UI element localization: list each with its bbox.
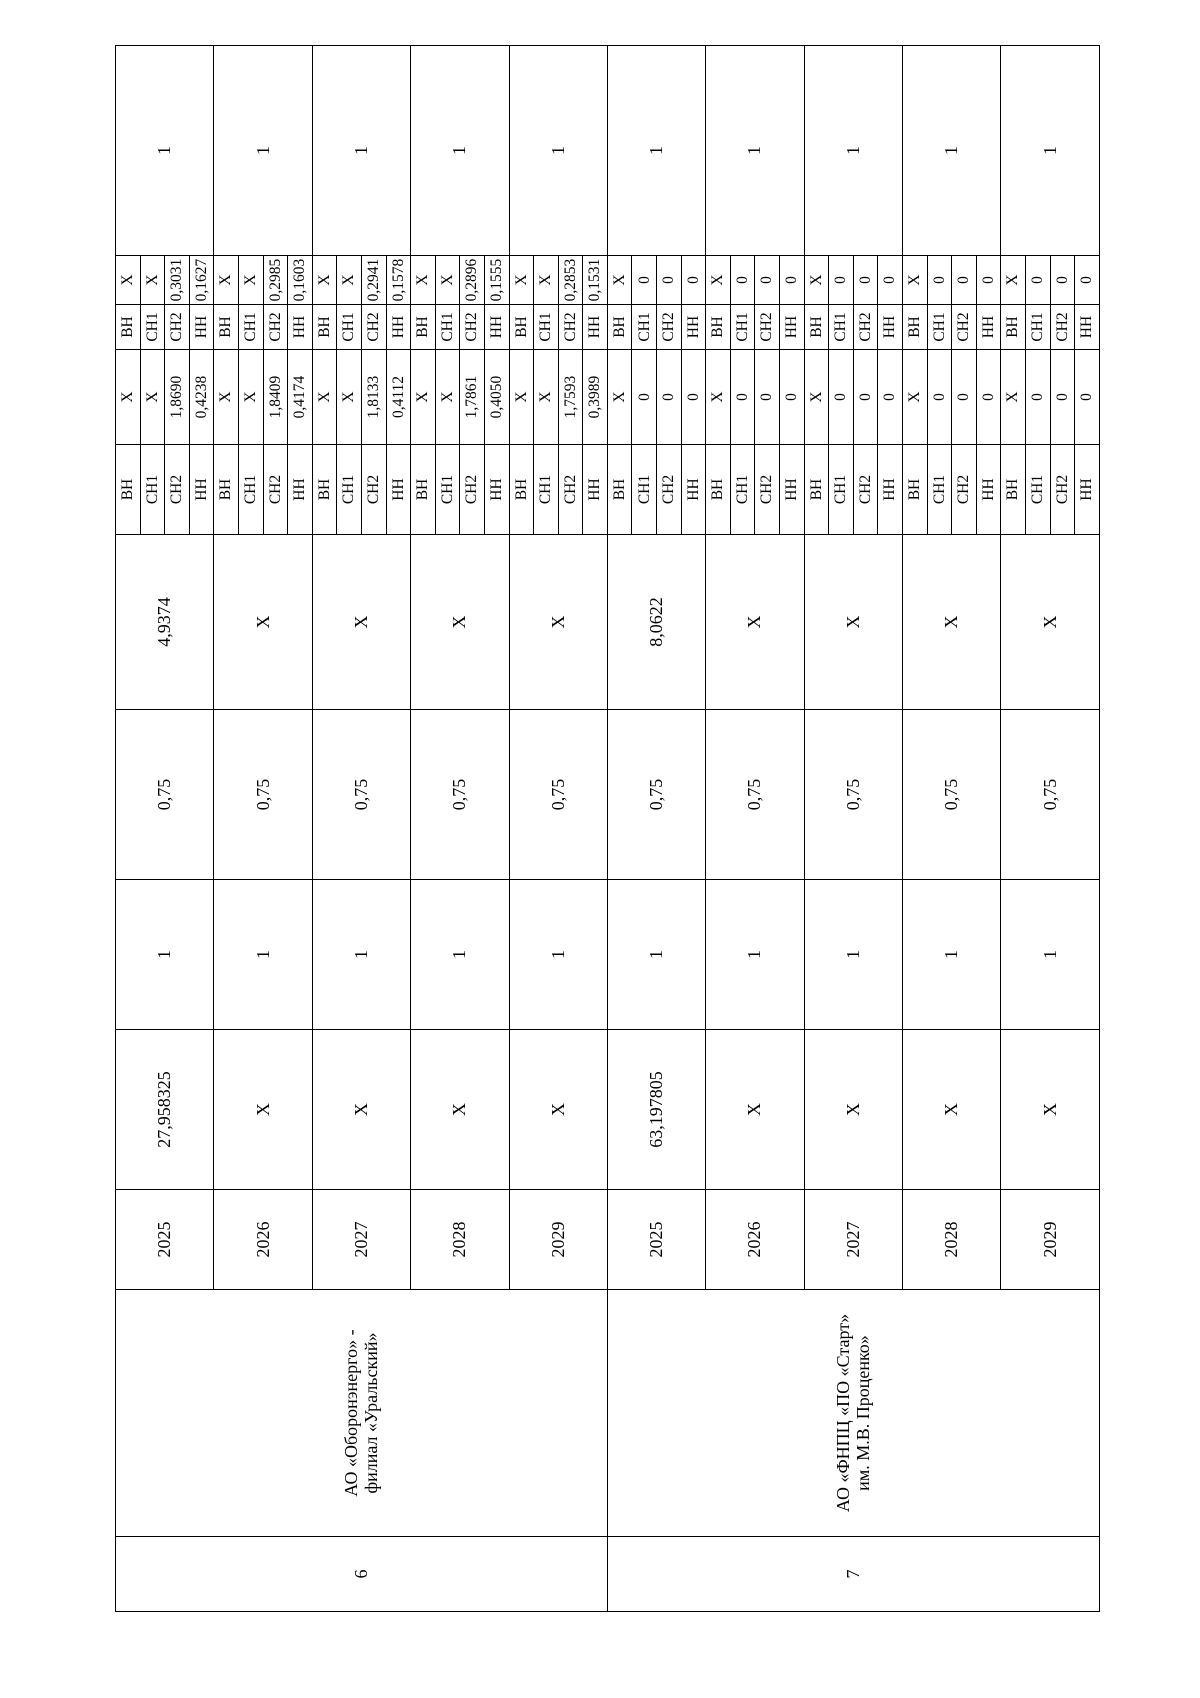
voltage-label: ВН (706, 445, 731, 535)
voltage-label: НН (1075, 305, 1100, 350)
voltage-value: X (214, 350, 239, 445)
voltage-label: НН (976, 305, 1001, 350)
voltage-label: СН1 (730, 305, 755, 350)
voltage-label: СН2 (460, 305, 485, 350)
voltage-label: СН2 (165, 445, 190, 535)
value-cell: X (1001, 1030, 1099, 1190)
voltage-value: 0,1531 (583, 256, 608, 305)
voltage-value: X (238, 256, 263, 305)
voltage-label: СН2 (952, 445, 977, 535)
voltage-label: ВН (116, 305, 141, 350)
voltage-value: 0 (780, 256, 805, 305)
voltage-value: 0 (657, 256, 682, 305)
voltage-label: НН (288, 305, 313, 350)
voltage-label: СН2 (657, 445, 682, 535)
voltage-label: НН (189, 445, 214, 535)
voltage-value: 0 (927, 350, 952, 445)
value-cell: 0,75 (706, 710, 804, 880)
voltage-value: 0 (829, 350, 854, 445)
voltage-label: НН (878, 305, 903, 350)
value-cell: 1 (607, 46, 705, 256)
voltage-label: НН (681, 305, 706, 350)
voltage-value: X (804, 350, 829, 445)
value-cell: 1 (411, 880, 509, 1030)
voltage-label: СН2 (263, 305, 288, 350)
value-cell: X (509, 535, 607, 710)
voltage-value: 0 (730, 350, 755, 445)
table-row (607, 46, 632, 1612)
value-cell: 1 (312, 880, 410, 1030)
voltage-value: X (435, 350, 460, 445)
value-cell: 1 (607, 880, 705, 1030)
voltage-value: 0,4050 (484, 350, 509, 445)
voltage-value: 0 (1025, 350, 1050, 445)
value-cell: X (509, 1030, 607, 1190)
voltage-value: 0,2853 (558, 256, 583, 305)
voltage-value: X (140, 256, 165, 305)
voltage-value: 0 (976, 350, 1001, 445)
voltage-label: ВН (411, 445, 436, 535)
voltage-label: ВН (903, 305, 928, 350)
year-cell: 2026 (214, 1190, 312, 1290)
value-cell: 1 (116, 46, 214, 256)
voltage-label: СН1 (534, 305, 559, 350)
voltage-label: СН2 (853, 305, 878, 350)
value-cell: 1 (1001, 46, 1099, 256)
value-cell: 0,75 (607, 710, 705, 880)
voltage-value: 0 (952, 350, 977, 445)
voltage-value: 0 (780, 350, 805, 445)
value-cell: 0,75 (1001, 710, 1099, 880)
voltage-label: ВН (903, 445, 928, 535)
voltage-value: 0 (1050, 256, 1075, 305)
value-cell: 1 (903, 880, 1001, 1030)
voltage-label: СН1 (534, 445, 559, 535)
value-cell: X (214, 1030, 312, 1190)
organization-name: АО «Оборонэнерго» - филиал «Уральский» (116, 1290, 608, 1537)
voltage-value: X (607, 256, 632, 305)
voltage-value: 0,3031 (165, 256, 190, 305)
voltage-value: 0,1578 (386, 256, 411, 305)
value-cell: 1 (706, 880, 804, 1030)
value-cell: 8,0622 (607, 535, 705, 710)
voltage-value: X (411, 256, 436, 305)
voltage-value: 0,4112 (386, 350, 411, 445)
voltage-label: СН1 (829, 305, 854, 350)
voltage-label: СН1 (1025, 305, 1050, 350)
voltage-value: 0 (1050, 350, 1075, 445)
voltage-label: НН (780, 305, 805, 350)
voltage-label: СН1 (632, 445, 657, 535)
voltage-label: ВН (509, 445, 534, 535)
voltage-value: X (534, 256, 559, 305)
value-cell: 1 (804, 46, 902, 256)
voltage-value: X (312, 350, 337, 445)
voltage-label: ВН (706, 305, 731, 350)
voltage-value: 0 (632, 350, 657, 445)
voltage-value: 0,2985 (263, 256, 288, 305)
voltage-label: НН (484, 305, 509, 350)
value-cell: X (804, 535, 902, 710)
voltage-value: 0 (1075, 350, 1100, 445)
voltage-value: 1,8409 (263, 350, 288, 445)
year-cell: 2029 (509, 1190, 607, 1290)
value-cell: 1 (214, 46, 312, 256)
value-cell: 0,75 (411, 710, 509, 880)
year-cell: 2026 (706, 1190, 804, 1290)
voltage-value: X (1001, 256, 1026, 305)
voltage-label: НН (386, 305, 411, 350)
voltage-label: НН (386, 445, 411, 535)
voltage-value: X (140, 350, 165, 445)
value-cell: 1 (509, 880, 607, 1030)
voltage-value: X (337, 256, 362, 305)
voltage-label: СН2 (1050, 445, 1075, 535)
value-cell: 0,75 (312, 710, 410, 880)
voltage-label: ВН (116, 445, 141, 535)
voltage-label: СН1 (927, 445, 952, 535)
value-cell: 1 (214, 880, 312, 1030)
voltage-label: СН1 (730, 445, 755, 535)
voltage-value: 0,1603 (288, 256, 313, 305)
voltage-value: 0 (878, 350, 903, 445)
voltage-label: НН (681, 445, 706, 535)
value-cell: 4,9374 (116, 535, 214, 710)
organization-name: АО «ФНПЦ «ПО «Старт» им. М.В. Проценко» (607, 1290, 1099, 1537)
value-cell: X (312, 535, 410, 710)
value-cell: 1 (509, 46, 607, 256)
voltage-value: X (337, 350, 362, 445)
voltage-value: 1,7861 (460, 350, 485, 445)
voltage-label: СН1 (238, 305, 263, 350)
voltage-label: СН1 (829, 445, 854, 535)
voltage-value: 0,1555 (484, 256, 509, 305)
value-cell: X (214, 535, 312, 710)
voltage-label: СН2 (361, 445, 386, 535)
value-cell: X (411, 535, 509, 710)
voltage-label: ВН (312, 305, 337, 350)
voltage-label: НН (878, 445, 903, 535)
voltage-label: НН (1075, 445, 1100, 535)
voltage-value: X (509, 256, 534, 305)
voltage-value: 0 (681, 256, 706, 305)
value-cell: 1 (116, 880, 214, 1030)
voltage-value: 0 (657, 350, 682, 445)
voltage-value: X (116, 256, 141, 305)
voltage-value: 0 (853, 256, 878, 305)
value-cell: X (903, 535, 1001, 710)
voltage-label: СН2 (952, 305, 977, 350)
voltage-value: X (706, 256, 731, 305)
voltage-value: X (607, 350, 632, 445)
voltage-label: ВН (1001, 445, 1026, 535)
voltage-label: ВН (607, 445, 632, 535)
voltage-label: СН1 (140, 305, 165, 350)
voltage-value: 0 (829, 256, 854, 305)
voltage-label: НН (484, 445, 509, 535)
voltage-value: 0 (681, 350, 706, 445)
voltage-label: СН2 (263, 445, 288, 535)
value-cell: 1 (411, 46, 509, 256)
value-cell: X (706, 535, 804, 710)
voltage-label: НН (976, 445, 1001, 535)
voltage-label: ВН (607, 305, 632, 350)
voltage-label: СН2 (460, 445, 485, 535)
voltage-value: X (435, 256, 460, 305)
value-cell: 1 (804, 880, 902, 1030)
voltage-value: 0,3989 (583, 350, 608, 445)
value-cell: 63,197805 (607, 1030, 705, 1190)
voltage-value: 1,7593 (558, 350, 583, 445)
year-cell: 2027 (312, 1190, 410, 1290)
voltage-value: 0 (1075, 256, 1100, 305)
voltage-value: 0 (730, 256, 755, 305)
voltage-label: ВН (509, 305, 534, 350)
voltage-label: ВН (411, 305, 436, 350)
voltage-value: X (116, 350, 141, 445)
voltage-label: ВН (804, 305, 829, 350)
voltage-value: 1,8133 (361, 350, 386, 445)
table-row (116, 46, 141, 1612)
voltage-label: СН1 (1025, 445, 1050, 535)
voltage-label: СН2 (558, 445, 583, 535)
voltage-label: СН2 (755, 305, 780, 350)
voltage-label: ВН (214, 305, 239, 350)
value-cell: X (1001, 535, 1099, 710)
voltage-value: 0,2896 (460, 256, 485, 305)
year-cell: 2025 (116, 1190, 214, 1290)
voltage-label: СН1 (140, 445, 165, 535)
year-cell: 2028 (411, 1190, 509, 1290)
voltage-label: СН1 (632, 305, 657, 350)
voltage-label: СН1 (435, 305, 460, 350)
group-number: 7 (607, 1537, 1099, 1612)
value-cell: X (312, 1030, 410, 1190)
voltage-value: X (903, 350, 928, 445)
voltage-value: 0,2941 (361, 256, 386, 305)
rotated-table-wrapper (115, 46, 1099, 1612)
group-number: 6 (116, 1537, 608, 1612)
voltage-value: 0 (632, 256, 657, 305)
voltage-value: 0 (755, 256, 780, 305)
table-body (116, 46, 1100, 1612)
voltage-value: X (214, 256, 239, 305)
value-cell: 1 (706, 46, 804, 256)
value-cell: 0,75 (903, 710, 1001, 880)
year-cell: 2029 (1001, 1190, 1099, 1290)
voltage-value: 0 (927, 256, 952, 305)
voltage-value: X (804, 256, 829, 305)
voltage-value: 0,1627 (189, 256, 214, 305)
voltage-label: СН2 (558, 305, 583, 350)
voltage-label: СН2 (165, 305, 190, 350)
voltage-label: СН2 (755, 445, 780, 535)
voltage-value: X (312, 256, 337, 305)
voltage-label: НН (288, 445, 313, 535)
value-cell: 1 (903, 46, 1001, 256)
voltage-value: X (706, 350, 731, 445)
voltage-label: СН2 (657, 305, 682, 350)
voltage-label: НН (780, 445, 805, 535)
voltage-label: ВН (1001, 305, 1026, 350)
voltage-value: 0,4238 (189, 350, 214, 445)
voltage-label: СН1 (927, 305, 952, 350)
voltage-label: НН (583, 305, 608, 350)
voltage-label: СН2 (1050, 305, 1075, 350)
voltage-label: СН1 (337, 305, 362, 350)
voltage-label: НН (189, 305, 214, 350)
value-cell: X (903, 1030, 1001, 1190)
voltage-label: ВН (804, 445, 829, 535)
voltage-value: X (411, 350, 436, 445)
value-cell: 1 (312, 46, 410, 256)
voltage-value: X (903, 256, 928, 305)
voltage-value: 0 (952, 256, 977, 305)
voltage-value: X (509, 350, 534, 445)
voltage-label: СН2 (361, 305, 386, 350)
voltage-label: НН (583, 445, 608, 535)
voltage-value: 0 (755, 350, 780, 445)
tariff-table (115, 45, 1100, 1612)
voltage-value: 0 (1025, 256, 1050, 305)
year-cell: 2027 (804, 1190, 902, 1290)
voltage-value: 1,8690 (165, 350, 190, 445)
voltage-value: X (238, 350, 263, 445)
voltage-value: 0 (853, 350, 878, 445)
year-cell: 2025 (607, 1190, 705, 1290)
value-cell: X (411, 1030, 509, 1190)
voltage-value: X (1001, 350, 1026, 445)
voltage-label: СН2 (853, 445, 878, 535)
value-cell: 0,75 (116, 710, 214, 880)
value-cell: 0,75 (214, 710, 312, 880)
voltage-label: ВН (214, 445, 239, 535)
value-cell: 27,958325 (116, 1030, 214, 1190)
voltage-label: СН1 (337, 445, 362, 535)
voltage-value: 0 (878, 256, 903, 305)
voltage-value: X (534, 350, 559, 445)
voltage-label: СН1 (238, 445, 263, 535)
value-cell: 1 (1001, 880, 1099, 1030)
voltage-label: СН1 (435, 445, 460, 535)
voltage-value: 0,4174 (288, 350, 313, 445)
voltage-value: 0 (976, 256, 1001, 305)
value-cell: X (706, 1030, 804, 1190)
value-cell: 0,75 (804, 710, 902, 880)
voltage-label: ВН (312, 445, 337, 535)
year-cell: 2028 (903, 1190, 1001, 1290)
value-cell: X (804, 1030, 902, 1190)
value-cell: 0,75 (509, 710, 607, 880)
